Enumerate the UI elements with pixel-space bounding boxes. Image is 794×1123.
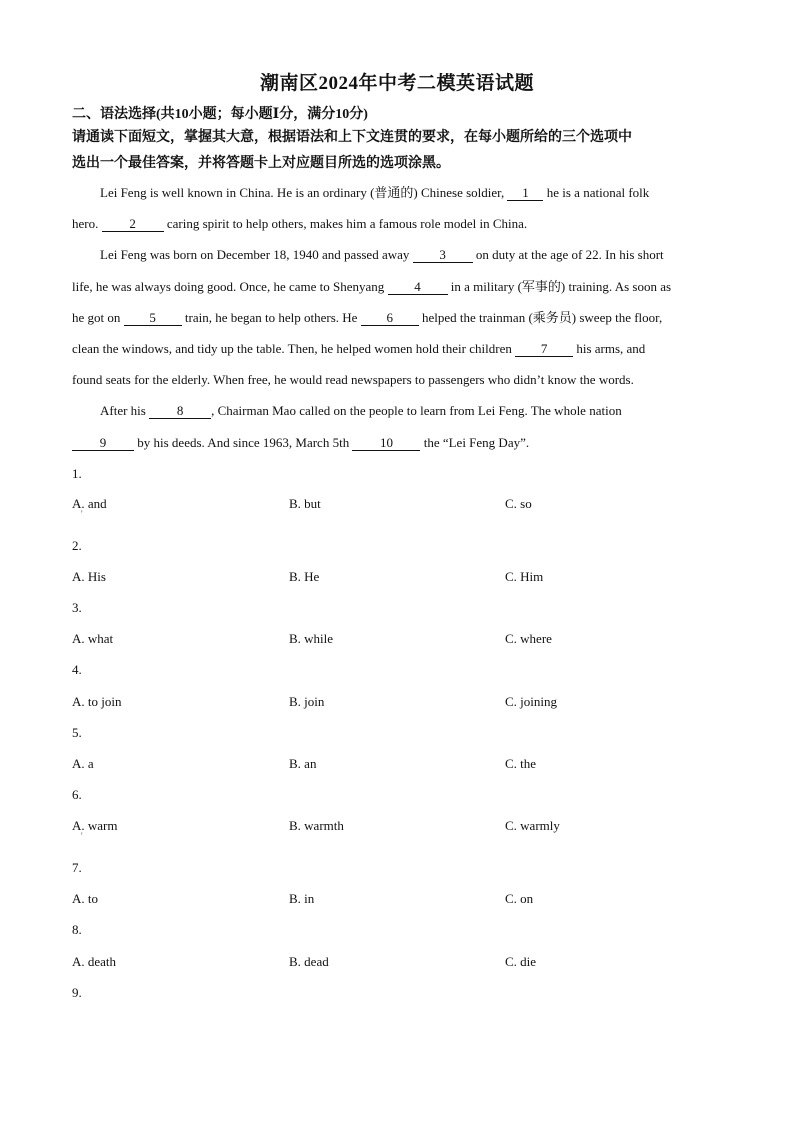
question-number: 9. [72, 985, 82, 1000]
option-a[interactable]: A. and [72, 496, 107, 511]
passage-text: the “Lei Feng Day”. [420, 435, 530, 450]
passage-text: his arms, and [573, 341, 646, 356]
question-number: 2. [72, 538, 82, 553]
question-number: 4. [72, 662, 82, 677]
passage-text: life, he was always doing good. Once, he came to Shenyang [72, 279, 388, 294]
option-a[interactable]: A. to [72, 891, 98, 906]
option-c[interactable]: C. die [505, 954, 537, 969]
option-b[interactable]: B. He [289, 569, 320, 584]
passage-text: hero. [72, 216, 102, 231]
passage-line: found seats for the elderly. When free, he would read newspapers to passengers who didn’t know the words. [72, 372, 634, 387]
option-b[interactable]: B. join [289, 694, 325, 709]
question-number: 6. [72, 787, 82, 802]
option-b[interactable]: B. but [289, 496, 321, 511]
blank-7: 7 [515, 341, 573, 357]
passage-text: train, he began to help others. He [181, 310, 361, 325]
blank-1: 1 [507, 185, 543, 201]
passage-text: in a military (军事的) training. As soon as [447, 279, 672, 294]
blank-3: 3 [413, 247, 473, 263]
option-a[interactable]: A. warm [72, 818, 118, 833]
question-number: 3. [72, 600, 82, 615]
print-dot: ' [81, 509, 83, 519]
option-c[interactable]: C. joining [505, 694, 558, 709]
option-c[interactable]: C. the [505, 756, 537, 771]
passage-line [72, 340, 717, 358]
passage-text: on duty at the age of 22. In his short [472, 247, 664, 262]
instruction-line-1: 请通读下面短文，掌握其大意，根据语法和上下文连贯的要求，在每小题所给的三个选项中 [72, 130, 632, 145]
page-title: 潮南区2024年中考二模英语试题 [259, 73, 534, 94]
option-c[interactable]: C. Him [505, 569, 544, 584]
blank-2: 2 [102, 216, 164, 232]
blank-8: 8 [149, 403, 211, 419]
section-heading: 二、语法选择(共10小题；每小题Ⅰ分，满分10分) [72, 107, 368, 122]
passage-line [100, 246, 717, 264]
passage-text: he got on [72, 310, 124, 325]
passage-line [100, 184, 717, 202]
passage-line [72, 215, 717, 233]
passage-line [100, 402, 717, 420]
option-a[interactable]: A. a [72, 756, 94, 771]
passage-line [72, 309, 717, 327]
passage-text: helped the trainman (乘务员) sweep the floor, [418, 310, 663, 325]
option-c[interactable]: C. so [505, 496, 532, 511]
option-a[interactable]: A. what [72, 631, 114, 646]
print-dot: ' [81, 831, 83, 841]
option-b[interactable]: B. dead [289, 954, 329, 969]
option-c[interactable]: C. warmly [505, 818, 560, 833]
option-c[interactable]: C. where [505, 631, 552, 646]
passage-text: After his [100, 403, 150, 418]
question-number: 8. [72, 922, 82, 937]
option-b[interactable]: B. an [289, 756, 317, 771]
passage-line [72, 434, 717, 452]
blank-4: 4 [388, 279, 448, 295]
option-b[interactable]: B. in [289, 891, 315, 906]
blank-9: 9 [72, 435, 134, 451]
passage-line [72, 278, 717, 296]
blank-5: 5 [124, 310, 182, 326]
option-c[interactable]: C. on [505, 891, 534, 906]
option-b[interactable]: B. warmth [289, 818, 344, 833]
passage-text: Lei Feng was born on December 18, 1940 and passed away [100, 247, 413, 262]
blank-10: 10 [352, 435, 420, 451]
passage-text: Lei Feng is well known in China. He is an ordinary (普通的) Chinese soldier, [100, 185, 508, 200]
option-a[interactable]: A. death [72, 954, 117, 969]
option-a[interactable]: A. to join [72, 694, 122, 709]
passage-text: he is a national folk [543, 185, 650, 200]
passage-text: caring spirit to help others, makes him a famous role model in China. [163, 216, 528, 231]
option-a[interactable]: A. His [72, 569, 106, 584]
question-number: 5. [72, 725, 82, 740]
passage-text: , Chairman Mao called on the people to learn from Lei Feng. The whole nation [211, 403, 622, 418]
passage-text: by his deeds. And since 1963, March 5th [134, 435, 353, 450]
blank-6: 6 [361, 310, 419, 326]
question-number: 1. [72, 466, 82, 481]
instruction-line-2: 选出一个最佳答案，并将答题卡上对应题目所选的选项涂黑。 [72, 156, 450, 171]
option-b[interactable]: B. while [289, 631, 334, 646]
passage-text: clean the windows, and tidy up the table. Then, he helped women hold their children [72, 341, 516, 356]
question-number: 7. [72, 860, 82, 875]
